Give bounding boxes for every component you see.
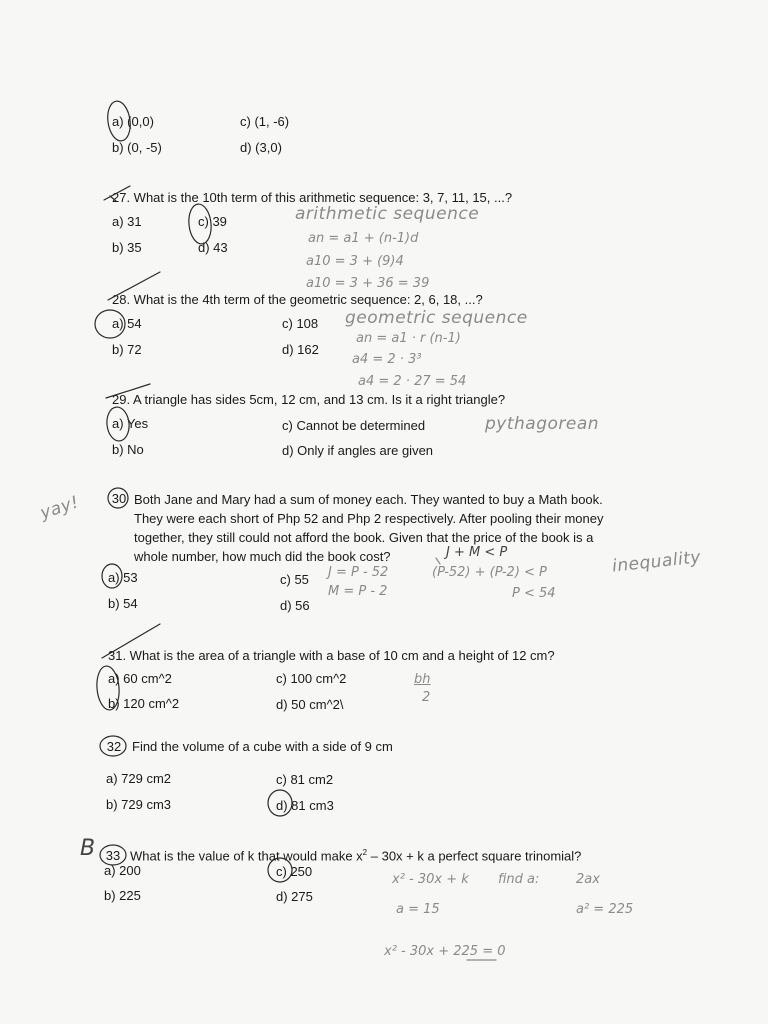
q30-note-sum: (P-52) + (P-2) < P	[432, 565, 547, 580]
q31-option-d: d) 50 cm^2\	[276, 697, 344, 712]
q27-note-formula: an = a1 + (n-1)d	[308, 231, 419, 246]
q28-option-c: c) 108	[282, 316, 319, 331]
q27-note-step1: a10 = 3 + (9)4	[306, 254, 404, 269]
prev-option-a: a) (0,0)	[112, 114, 154, 129]
q27-note-step2: a10 = 3 + 36 = 39	[306, 276, 430, 291]
q28-note-formula: an = a1 · r (n-1)	[356, 331, 461, 346]
q29-option-c: c) Cannot be determined	[282, 418, 426, 433]
q33-note-b: B	[80, 836, 96, 861]
q28-note-step1: a4 = 2 · 3³	[352, 352, 422, 367]
q27-option-b: b) 35	[112, 240, 142, 255]
question-31-text: 31. What is the area of a triangle with a base of 10 cm and a height of 12 cm?	[108, 648, 555, 663]
q30-line-2: They were each short of Php 52 and Php 2 respectively. After pooling their money	[134, 511, 604, 526]
q30-note-j: J = P - 52	[328, 565, 389, 580]
q30-line-4: whole number, how much did the book cost?	[134, 549, 391, 564]
q28-note-step2: a4 = 2 · 27 = 54	[358, 374, 467, 389]
q33-note-a: a = 15	[396, 902, 440, 917]
q30-note-m: M = P - 2	[328, 584, 388, 599]
question-29-text: 29. A triangle has sides 5cm, 12 cm, and 13 cm. Is it a right triangle?	[112, 392, 506, 407]
q32-option-c: c) 81 cm2	[276, 772, 334, 787]
q32-option-a: a) 729 cm2	[106, 771, 172, 786]
q27-option-a: a) 31	[112, 214, 142, 229]
question-32-text: Find the volume of a cube with a side of 9 cm	[132, 739, 393, 754]
question-27-text: 27. What is the 10th term of this arithmetic sequence: 3, 7, 11, 15, ...?	[112, 190, 513, 205]
q29-option-d: d) Only if angles are given	[282, 443, 434, 458]
q31-option-b: b) 120 cm^2	[108, 696, 180, 711]
prev-option-c: c) (1, -6)	[240, 114, 290, 129]
q33-option-d: d) 275	[276, 889, 313, 904]
q31-option-a: a) 60 cm^2	[108, 671, 172, 686]
q27-option-c: c) 39	[198, 214, 227, 229]
q33-option-b: b) 225	[104, 888, 141, 903]
question-28-text: 28. What is the 4th term of the geometric sequence: 2, 6, 18, ...?	[112, 292, 483, 307]
q31-note-numerator: bh	[414, 672, 431, 687]
q33-note-a-squared: a² = 225	[576, 902, 634, 917]
q33-note-expr: x² - 30x + k	[392, 872, 469, 887]
q33-number: 33	[105, 848, 121, 863]
question-30-text	[134, 490, 670, 566]
q33-note-2ax: 2ax	[576, 872, 600, 887]
q30-option-a: a) 53	[108, 570, 138, 585]
q30-number: 30	[111, 491, 127, 506]
q30-option-d: d) 56	[280, 598, 310, 613]
q33-note-final: x² - 30x + 225 = 0	[384, 944, 506, 959]
q30-note-inequality-setup: J + M < P	[446, 545, 508, 560]
q29-option-b: b) No	[112, 442, 144, 457]
q30-option-c: c) 55	[280, 572, 309, 587]
q33-exponent: 2	[362, 848, 368, 857]
q33-text-pre: What is the value of k that would make x	[130, 848, 363, 864]
q28-option-d: d) 162	[282, 342, 319, 357]
q29-note-pythagorean: pythagorean	[485, 414, 600, 434]
q27-option-d: d) 43	[198, 240, 228, 255]
q31-option-c: c) 100 cm^2	[276, 671, 347, 686]
q32-number: 32	[106, 739, 122, 754]
q32-option-d: d) 81 cm3	[276, 798, 334, 813]
q30-note-inequality: inequality	[611, 547, 702, 577]
q27-note-title: arithmetic sequence	[295, 204, 480, 224]
q33-note-find: find a:	[498, 872, 540, 887]
q30-line-3: together, they still could not afford the book. Given that the price of the book is a	[134, 530, 594, 545]
q33-option-a: a) 200	[104, 863, 141, 878]
q28-note-title: geometric sequence	[345, 308, 528, 328]
q29-option-a: a) Yes	[112, 416, 149, 431]
question-33-text	[130, 848, 581, 863]
q33-text-post: – 30x + k a perfect square trinomial?	[370, 848, 582, 864]
q30-note-yay: yay!	[37, 492, 82, 524]
q28-option-b: b) 72	[112, 342, 142, 357]
q31-note-denominator: 2	[422, 690, 431, 705]
q30-line-1: Both Jane and Mary had a sum of money each. They wanted to buy a Math book.	[134, 492, 603, 507]
q32-option-b: b) 729 cm3	[106, 797, 172, 812]
q30-option-b: b) 54	[108, 596, 138, 611]
prev-option-b: b) (0, -5)	[112, 140, 162, 155]
q30-note-result: P < 54	[512, 586, 556, 601]
q28-option-a: a) 54	[112, 316, 142, 331]
q33-option-c: c) 250	[276, 864, 313, 879]
prev-option-d: d) (3,0)	[240, 140, 282, 155]
